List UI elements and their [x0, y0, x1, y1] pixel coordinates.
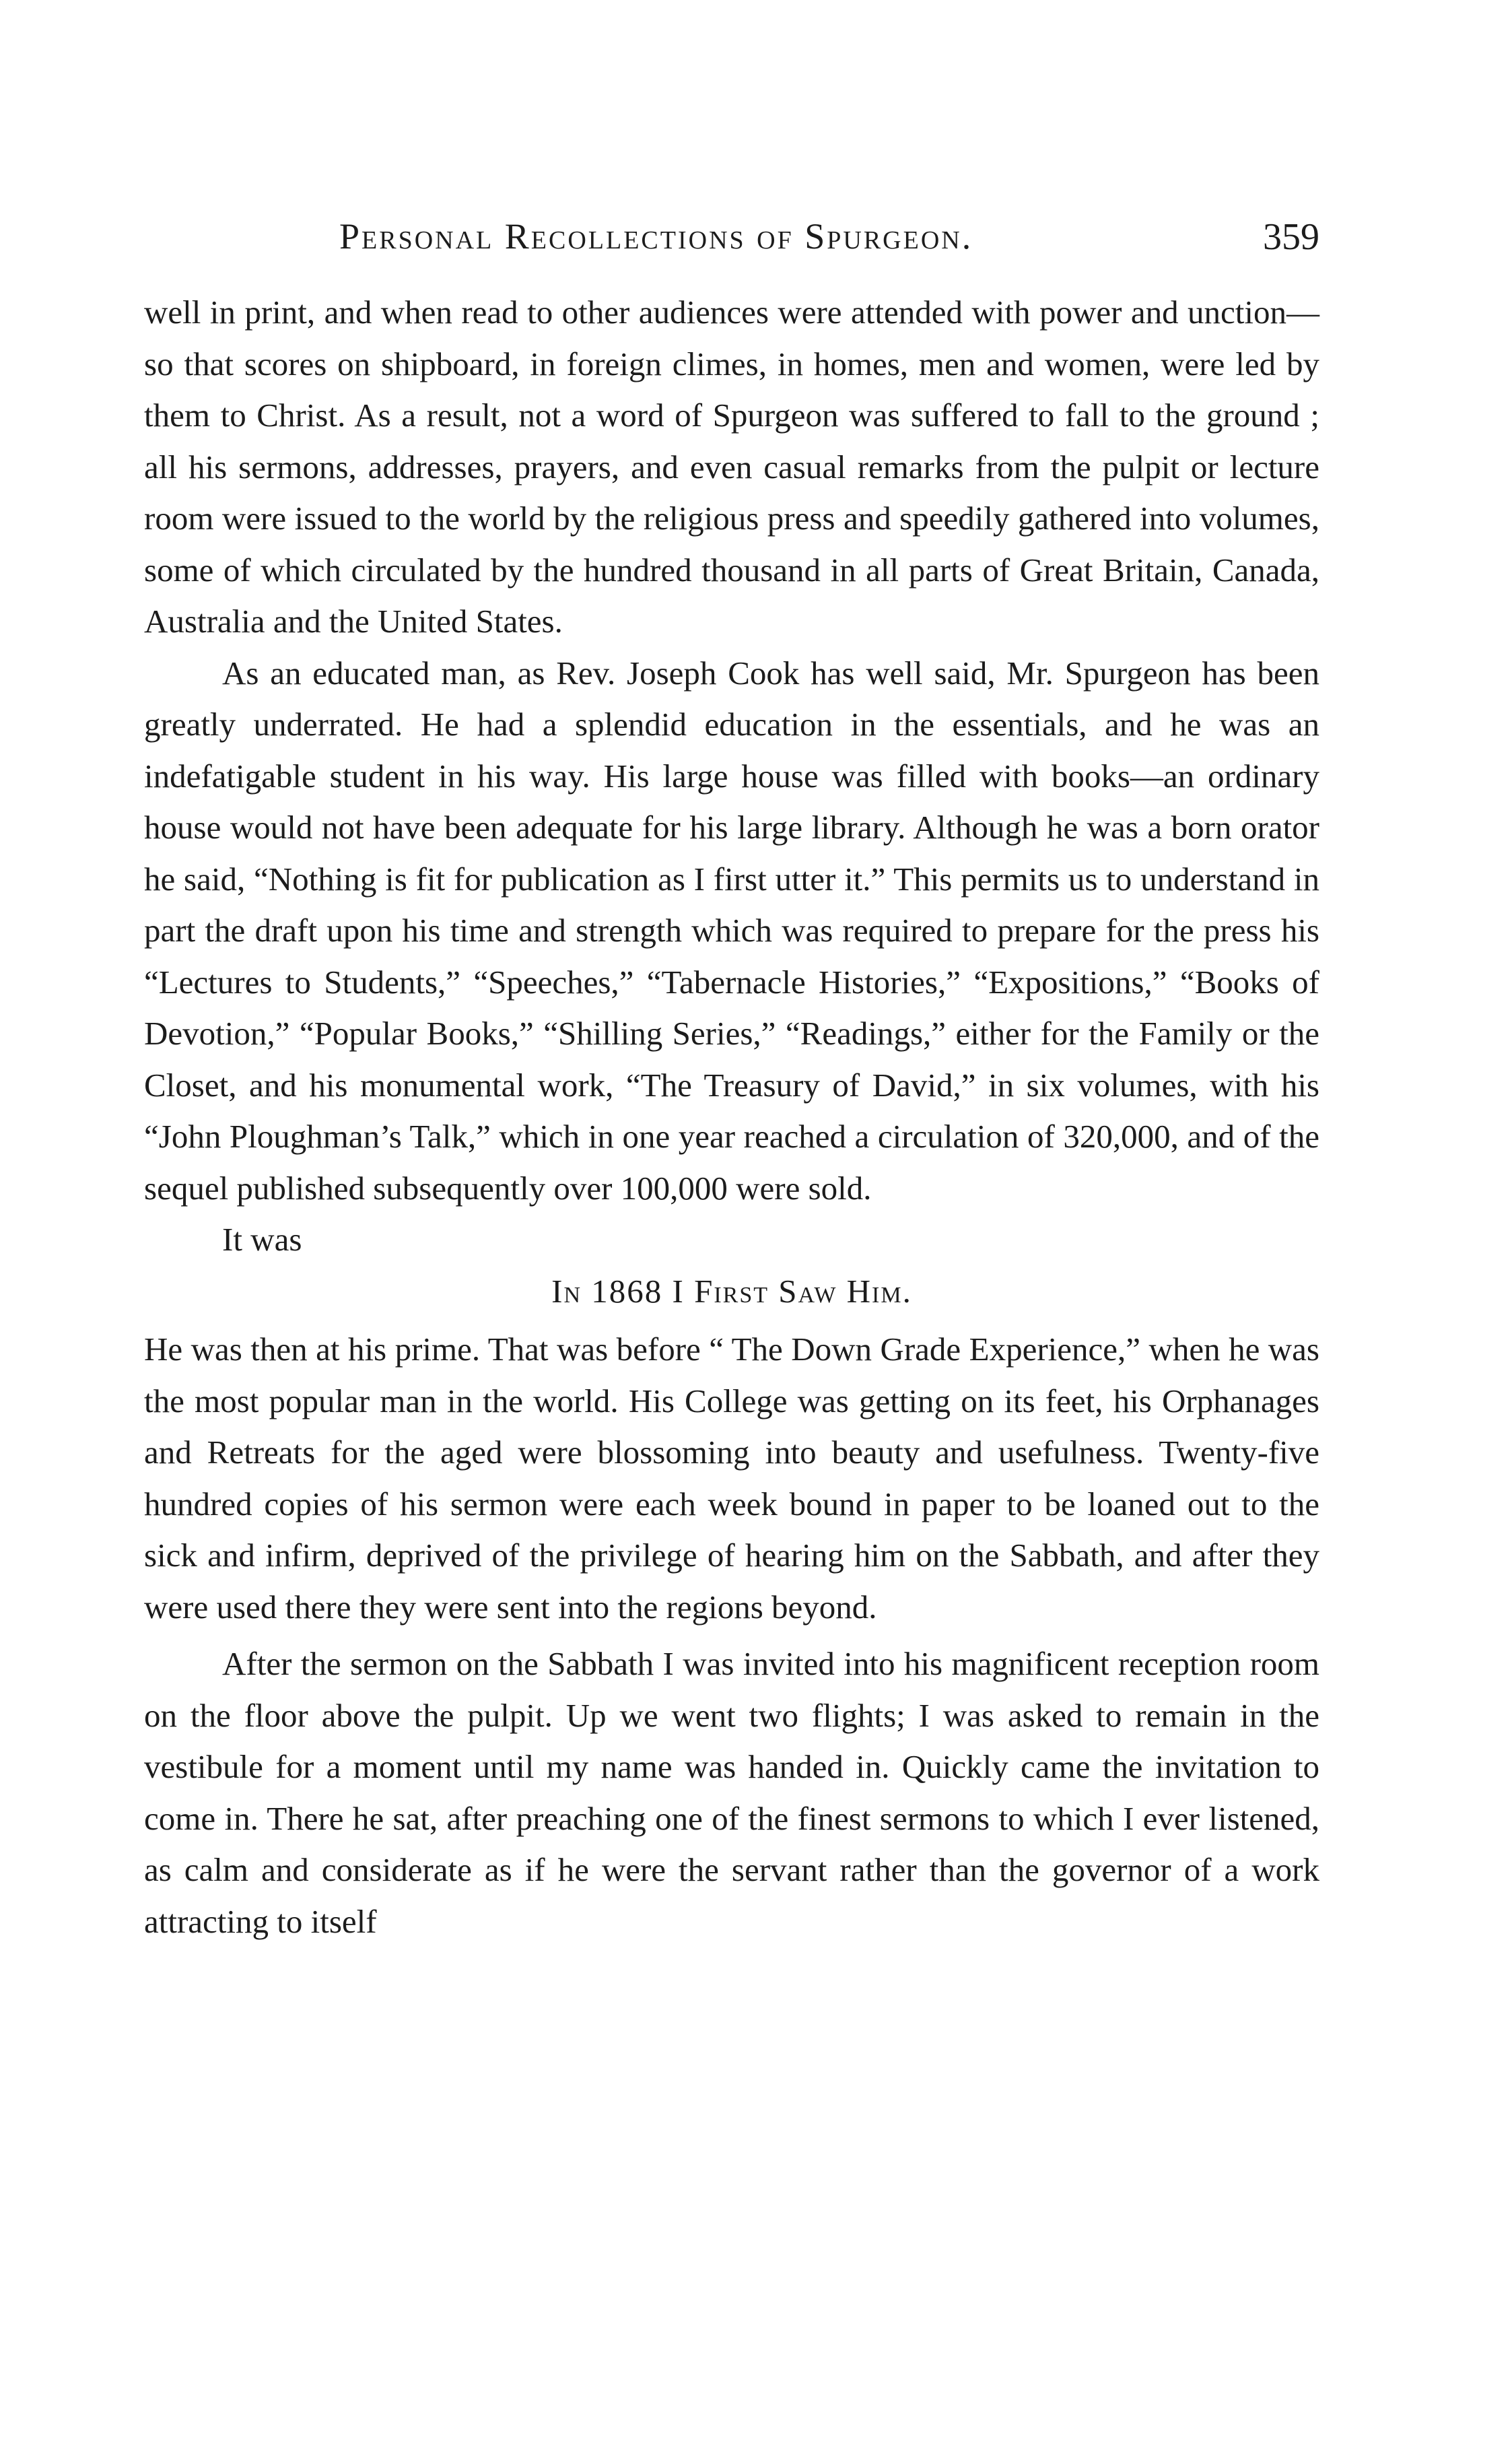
running-head — [144, 215, 1319, 283]
running-title: Personal Recollections of Spurgeon. — [339, 216, 973, 257]
paragraph-prime: He was then at his prime. That was before “ The Down Grade Experience,” when he was the most popular man in the world. His College was getting on its feet, his Orphanages and Retreats for the aged were blossoming into beauty and usefulness. Twenty-five hundred copies of his sermon were each week bound in paper to be loaned out to the sick and infirm, deprived of the privilege of hearing him on the Sabbath, and after they were used there they were sent into the regions beyond. — [144, 1331, 1319, 1626]
body-text — [144, 287, 1319, 1947]
section-heading: In 1868 I First Saw Him. — [551, 1272, 912, 1310]
paragraph-educated-man: As an educated man, as Rev. Joseph Cook has well said, Mr. Spurgeon has been greatly underrated. He had a splendid education in the essentials, and he was an indefatigable student in his way. His large house was filled with books—an ordinary house would not have been adequate for his large library. Although he was a born orator he said, “Nothing is fit for publication as I first utter it.” This permits us to understand in part the draft upon his time and strength which was required to prepare for the press his “Lectures to Students,” “Speeches,” “Tabernacle Histories,” “Expositions,” “Books of Devotion,” “Popular Books,” “Shilling Series,” “Readings,” either for the Family or the Closet, and his monumental work, “The Treasury of David,” in six volumes, with his “John Ploughman’s Talk,” which in one year reached a circulation of 320,000, and of the sequel published subsequently over 100,000 were sold. — [144, 654, 1319, 1207]
paragraph-continued: well in print, and when read to other audiences were attended with power and unction—so that scores on shipboard, in foreign climes, in homes, men and women, were led by them to Christ. As a result, not a word of Spurgeon was suffered to fall to the ground ; all his sermons, addresses, prayers, and even casual remarks from the pulpit or lecture room were issued to the world by the religious press and speedily gathered into volumes, some of which circulated by the hundred thousand in all parts of Great Britain, Canada, Australia and the United States. — [144, 294, 1319, 640]
page-number: 359 — [1263, 216, 1319, 258]
paragraph-gap — [144, 1633, 1319, 1638]
book-page — [144, 215, 1319, 1947]
paragraph-lead-in: It was — [222, 1221, 302, 1258]
paragraph-reception-room: After the sermon on the Sabbath I was invited into his magnificent reception room on the floor above the pulpit. Up we went two flights; I was asked to remain in the vestibule for a moment until my name was handed in. Quickly came the invitation to come in. There he sat, after preaching one of the finest sermons to which I ever listened, as calm and considerate as if he were the servant rather than the governor of a work attracting to itself — [144, 1645, 1319, 1940]
